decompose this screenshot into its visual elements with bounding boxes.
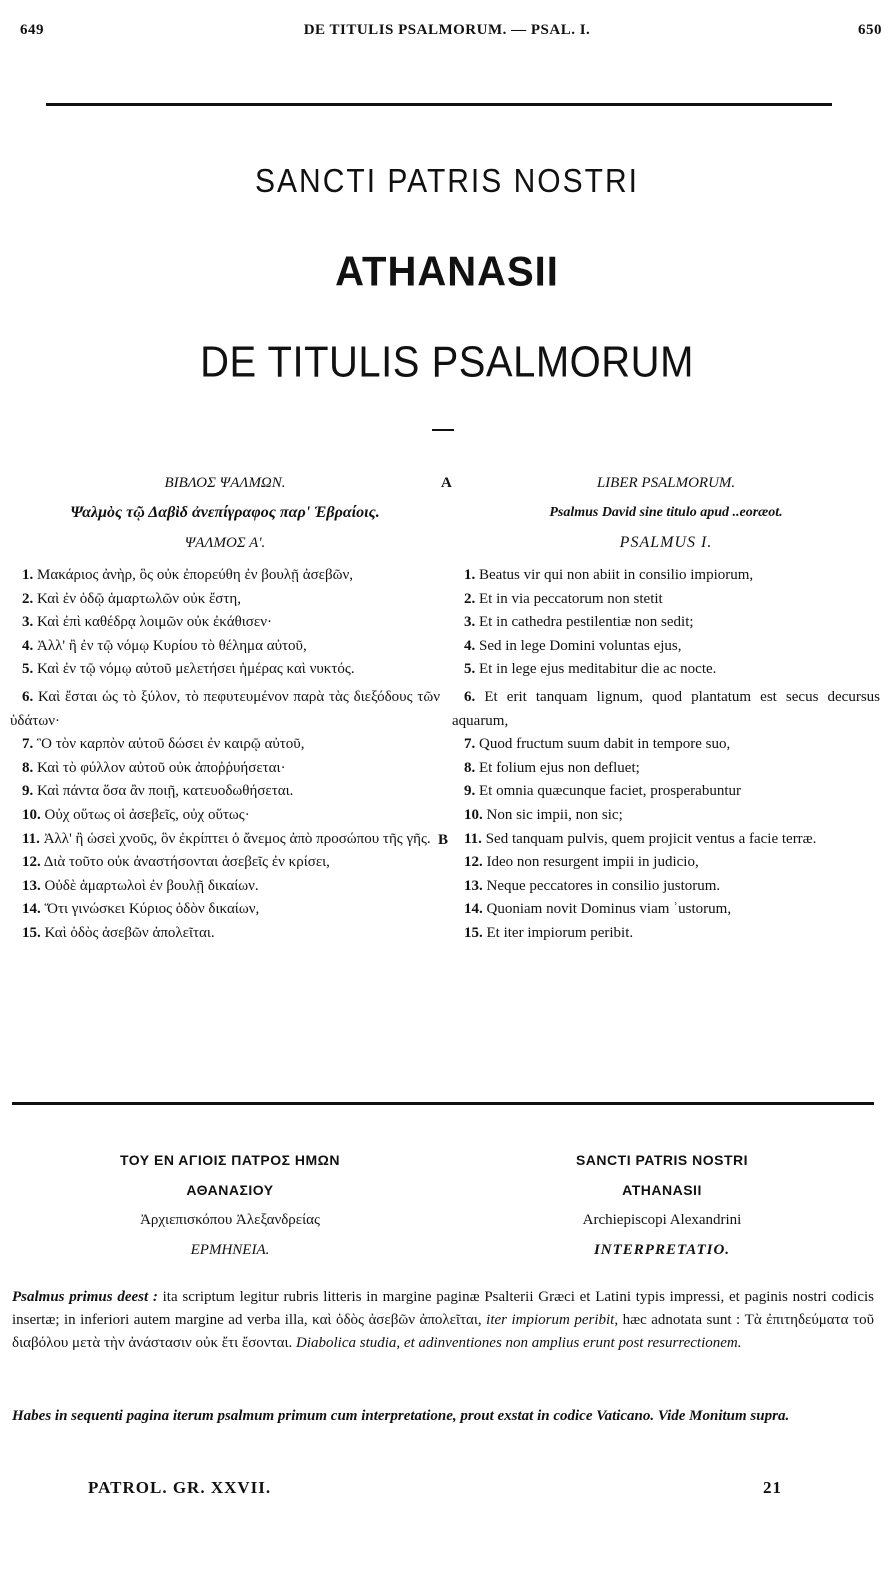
title-line-2: ATHANASII	[335, 248, 559, 296]
latin-book-heading: LIBER PSALMORUM.	[596, 475, 736, 491]
running-title: DE TITULIS PSALMORUM. — PSAL. I.	[303, 22, 591, 38]
latin-lower-line-4: INTERPRETATIO.	[593, 1242, 731, 1258]
verse-number: 12.	[22, 854, 41, 871]
greek-lower-line-1: ΤΟΥ ΕΝ ΑΓΙΟΙΣ ΠΑΤΡΟΣ ΗΜΩΝ	[119, 1152, 341, 1168]
greek-verse	[10, 804, 440, 828]
verse-text: Sed in lege Domini voluntas ejus,	[479, 637, 682, 654]
page-number-left: 649	[20, 22, 44, 38]
verse-text: Et in via peccatorum non stetit	[479, 590, 663, 607]
verse-text: Quoniam novit Dominus viam ʾustorum,	[486, 901, 732, 918]
verse-number: 5.	[22, 661, 34, 678]
verse-number: 13.	[22, 877, 41, 894]
latin-verse	[452, 922, 880, 946]
verse-text: Ὃ τὸν καρπὸν αὐτοῦ δώσει ἐν καιρῷ αὐτοῦ,	[37, 736, 305, 753]
verse-text: Καὶ ἔσται ὡς τὸ ξύλον, τὸ πεφυτευμένον παρὰ τὰς διεξόδους τῶν ὑδάτων·	[10, 688, 441, 729]
greek-verse	[10, 588, 440, 612]
latin-lower-line-2: ATHANASII	[622, 1182, 702, 1198]
verse-text: Καὶ ἐν ὁδῷ ἁμαρτωλῶν οὐκ ἔστη,	[37, 590, 242, 607]
verse-text: Καὶ τὸ φύλλον αὐτοῦ οὐκ ἀποῤῥυήσεται·	[37, 759, 286, 776]
greek-verse	[10, 686, 440, 733]
verse-number: 1.	[464, 567, 476, 583]
latin-column	[452, 472, 880, 946]
verse-text: Καὶ πάντα ὅσα ἂν ποιῇ, κατευοδωθήσεται.	[37, 783, 294, 800]
verse-number: 11.	[22, 830, 40, 847]
verse-text: Ἀλλ' ἢ ὡσεὶ χνοῦς, ὃν ἐκρίπτει ὁ ἄνεμος ἀπὸ προσώπου τῆς γῆς.	[43, 830, 431, 847]
verse-text: Et erit tanquam lignum, quod plantatum est secus decursus aquarum,	[452, 688, 880, 729]
verse-number: 14.	[464, 901, 483, 918]
greek-verse	[10, 733, 440, 757]
latin-verse	[452, 757, 880, 781]
editorial-note	[12, 1286, 874, 1355]
latin-lower-line-1: SANCTI PATRIS NOSTRI	[575, 1152, 749, 1168]
verse-text: Sed tanquam pulvis, quem projicit ventus a facie terræ.	[485, 830, 817, 847]
footer-sheet-number: 21	[763, 1478, 782, 1497]
greek-lower-line-3: Ἀρχιεπισκόπου Ἀλεξανδρείας	[140, 1212, 320, 1228]
verse-number: 12.	[464, 854, 483, 871]
verse-text: Et in lege ejus meditabitur die ac nocte.	[479, 661, 717, 678]
latin-verse	[452, 875, 880, 899]
verse-number: 13.	[464, 877, 483, 894]
latin-verses	[452, 564, 880, 946]
verse-number: 9.	[464, 783, 476, 800]
verse-number: 3.	[464, 614, 476, 631]
greek-verse	[10, 922, 440, 946]
verse-number: 10.	[464, 806, 483, 823]
verse-text: Ὅτι γινώσκει Κύριος ὁδὸν δικαίων,	[44, 901, 260, 918]
verse-number: 10.	[22, 806, 41, 823]
verse-number: 3.	[22, 614, 34, 631]
verse-text: Et omnia quæcunque faciet, prosperabuntur	[479, 783, 742, 800]
verse-text: Καὶ ἐν τῷ νόμῳ αὐτοῦ μελετήσει ἡμέρας καὶ νυκτός.	[37, 661, 355, 678]
greek-book-heading: ΒΙΒΛΟΣ ΨΑΛΜΩΝ.	[164, 475, 286, 491]
note-iter: iter impiorum peribit	[486, 1312, 615, 1328]
verse-number: 4.	[22, 637, 34, 654]
greek-verse	[10, 611, 440, 635]
verse-number: 2.	[464, 590, 476, 607]
verse-number: 7.	[22, 736, 34, 753]
latin-subtitle: Psalmus David sine titulo apud ..eoræot.	[549, 505, 783, 520]
latin-lower-line-3: Archiepiscopi Alexandrini	[582, 1212, 742, 1228]
verse-text: Et in cathedra pestilentiæ non sedit;	[479, 614, 694, 631]
latin-verse	[452, 733, 880, 757]
greek-subtitle: Ψαλμὸς τῷ Δαβὶδ ἀνεπίγραφος παρ' Ἑβραίοις.	[70, 504, 380, 521]
editorial-note-2: Habes in sequenti pagina iterum psalmum primum cum interpretatione, prout exstat in codice Vaticano. Vide Monitum supra.	[12, 1408, 790, 1424]
verse-text: Καὶ ὁδὸς ἀσεβῶν ἀπολεῖται.	[44, 924, 215, 941]
latin-verse	[452, 851, 880, 875]
title-line-1: SANCTI PATRIS NOSTRI	[255, 163, 639, 200]
latin-verse	[452, 804, 880, 828]
verse-number: 15.	[464, 924, 483, 941]
latin-verse	[452, 898, 880, 922]
greek-interpretation-heading	[20, 1145, 440, 1265]
verse-number: 8.	[22, 759, 34, 776]
latin-verse	[452, 686, 880, 733]
verse-text: Et folium ejus non defluet;	[479, 759, 640, 776]
note-lead: Psalmus primus deest :	[12, 1289, 158, 1305]
greek-verses	[10, 564, 440, 946]
note-end: Diabolica studia, et adinventiones non amplius erunt post resurrectionem.	[296, 1335, 742, 1351]
title-dash	[432, 429, 454, 431]
greek-lower-line-4: ΕΡΜΗΝΕΙΑ.	[190, 1242, 270, 1258]
greek-verse	[10, 635, 440, 659]
latin-verse	[452, 611, 880, 635]
verse-number: 14.	[22, 901, 41, 918]
verse-text: Οὐδὲ ἁμαρτωλοὶ ἐν βουλῇ δικαίων.	[44, 877, 259, 894]
verse-number: 2.	[22, 590, 34, 607]
verse-text: Μακάριος ἀνὴρ, ὃς οὐκ ἐπορεύθη ἐν βουλῇ ἀσεβῶν,	[37, 567, 353, 583]
greek-lower-line-2: ΑΘΑΝΑΣΙΟΥ	[186, 1182, 274, 1198]
footer-signature: PATROL. GR. XXVII.	[88, 1478, 272, 1497]
latin-verse	[452, 588, 880, 612]
verse-number: 15.	[22, 924, 41, 941]
verse-text: Non sic impii, non sic;	[486, 806, 623, 823]
verse-text: Neque peccatores in consilio justorum.	[486, 877, 721, 894]
greek-verse	[10, 828, 440, 852]
margin-mark-a: A	[441, 475, 452, 491]
verse-number: 1.	[22, 567, 34, 583]
verse-number: 4.	[464, 637, 476, 654]
greek-verse	[10, 757, 440, 781]
verse-text: Et iter impiorum peribit.	[486, 924, 634, 941]
section-rule	[12, 1102, 874, 1105]
greek-verse	[10, 780, 440, 804]
verse-text: Ἀλλ' ἢ ἐν τῷ νόμῳ Κυρίου τὸ θέλημα αὐτοῦ,	[37, 637, 307, 654]
greek-verse	[10, 564, 440, 588]
greek-psalm-heading: ΨΑΛΜΟΣ Α'.	[184, 535, 266, 551]
latin-verse	[452, 780, 880, 804]
verse-text: Καὶ ἐπὶ καθέδρᾳ λοιμῶν οὐκ ἐκάθισεν·	[37, 614, 272, 631]
verse-number: 11.	[464, 830, 482, 847]
verse-text: Οὐχ οὕτως οἱ ἀσεβεῖς, οὐχ οὕτως·	[44, 806, 250, 823]
greek-verse	[10, 875, 440, 899]
verse-text: Ideo non resurgent impii in judicio,	[486, 854, 699, 871]
verse-text: Διὰ τοῦτο οὐκ ἀναστήσονται ἀσεβεῖς ἐν κρίσει,	[43, 854, 330, 871]
margin-mark-b: B	[438, 832, 449, 848]
verse-number: 6.	[22, 688, 34, 705]
note-body-1: ita scriptum legitur rubris litteris in margine paginæ Psalterii Græci et Latini typis impressi, et paginis nostri codicis insertæ; in inferiori autem margine ad verba illa, καὶ ὁδὸς ἀσεβῶν ἀπολεῖται,	[12, 1289, 874, 1328]
latin-psalm-heading: PSALMUS I.	[619, 534, 713, 551]
verse-number: 8.	[464, 759, 476, 776]
note-body-2: , hæc adnotata sunt : Τὰ ἐπιτηδεύματα τοῦ διαβόλου μετὰ τὴν ἀνάστασιν οὐκ ἔτι ἔσονται.	[12, 1312, 874, 1351]
greek-column	[10, 472, 440, 946]
verse-text: Beatus vir qui non abiit in consilio impiorum,	[479, 567, 754, 583]
title-line-3: DE TITULIS PSALMORUM	[200, 337, 694, 387]
latin-verse	[452, 564, 880, 588]
latin-verse	[452, 828, 880, 852]
latin-verse	[452, 658, 880, 682]
verse-number: 9.	[22, 783, 34, 800]
page-number-right: 650	[858, 22, 882, 38]
greek-verse	[10, 851, 440, 875]
latin-verse	[452, 635, 880, 659]
latin-interpretation-heading	[452, 1145, 872, 1265]
header-rule	[46, 103, 832, 106]
verse-number: 5.	[464, 661, 476, 678]
verse-text: Quod fructum suum dabit in tempore suo,	[479, 736, 731, 753]
greek-verse	[10, 658, 440, 682]
greek-verse	[10, 898, 440, 922]
verse-number: 7.	[464, 736, 476, 753]
verse-number: 6.	[464, 688, 476, 705]
